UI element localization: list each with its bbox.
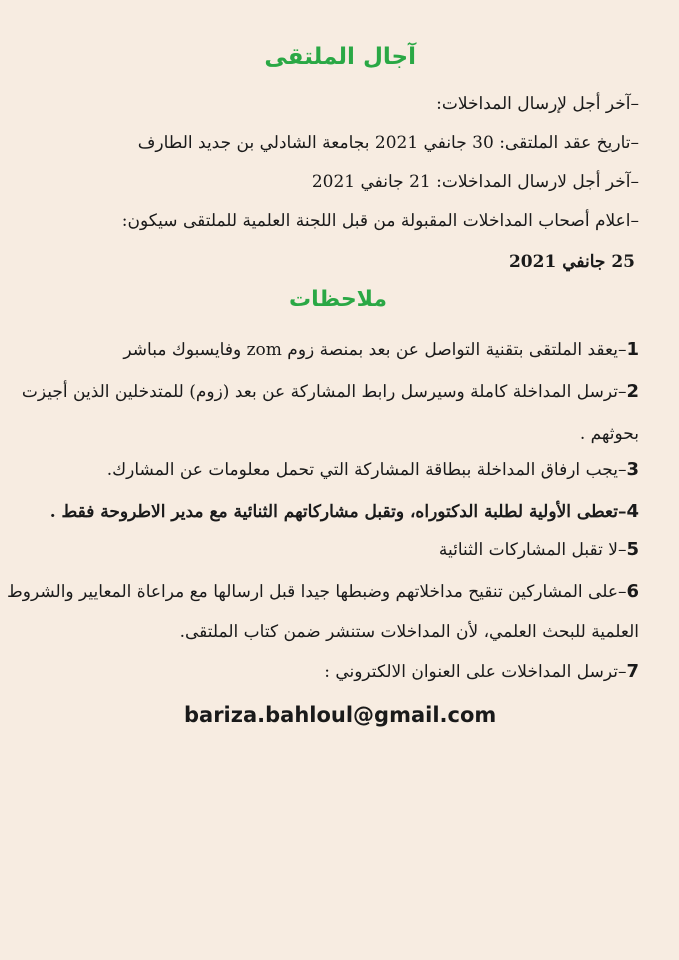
note-number: 6 bbox=[626, 581, 639, 602]
note-item-6 bbox=[7, 580, 639, 604]
note-text: –ترسل المداخلات على العنوان الالكتروني : bbox=[324, 662, 627, 682]
note-number: 5 bbox=[626, 539, 639, 560]
note-item-3 bbox=[107, 458, 639, 482]
deadline-item-submission: –آخر أجل لإرسال المداخلات: bbox=[436, 94, 639, 114]
note-text: –تعطى الأولية لطلبة الدكتوراه، وتقبل مشاركاتهم الثنائية مع مدير الاطروحة فقط . bbox=[49, 502, 627, 522]
note-item-2-continuation: بحوثهم . bbox=[579, 424, 639, 444]
contact-email[interactable]: bariza.bahloul@gmail.com bbox=[184, 703, 497, 727]
note-text: –ترسل المداخلة كاملة وسيرسل رابط المشاركة عن بعد (زوم) للمتدخلين الذين أجيزت bbox=[21, 382, 627, 402]
note-number: 2 bbox=[626, 381, 639, 402]
notes-title: ملاحظات bbox=[289, 287, 387, 312]
note-number: 4 bbox=[626, 501, 639, 522]
deadline-item-submission-date: –آخر أجل لارسال المداخلات: 21 جانفي 2021 bbox=[311, 172, 639, 192]
note-item-5 bbox=[439, 538, 639, 562]
note-item-7 bbox=[324, 660, 639, 684]
note-text: –يجب ارفاق المداخلة ببطاقة المشاركة التي تحمل معلومات عن المشارك. bbox=[106, 460, 627, 480]
note-item-1 bbox=[123, 338, 639, 362]
deadline-item-acceptance-date: 25 جانفي 2021 bbox=[508, 252, 635, 272]
page-title: آجال الملتقى bbox=[264, 44, 416, 70]
note-item-2 bbox=[22, 380, 639, 404]
note-text: –على المشاركين تنقيح مداخلاتهم وضبطها جيدا قبل ارسالها مع مراعاة المعايير والشروط bbox=[7, 582, 627, 602]
note-text: –يعقد الملتقى بتقنية التواصل عن بعد بمنصة زوم zom وفايسبوك مباشر bbox=[123, 340, 627, 360]
note-text: –لا تقبل المشاركات الثنائية bbox=[438, 540, 627, 560]
deadline-item-conference-date: –تاريخ عقد الملتقى: 30 جانفي 2021 بجامعة الشادلي بن جديد الطارف bbox=[137, 133, 639, 153]
note-number: 3 bbox=[626, 459, 639, 480]
deadline-item-acceptance: –اعلام أصحاب المداخلات المقبولة من قبل اللجنة العلمية للملتقى سيكون: bbox=[121, 211, 639, 231]
note-number: 7 bbox=[626, 661, 639, 682]
note-item-4 bbox=[50, 500, 639, 524]
note-number: 1 bbox=[626, 339, 639, 360]
note-item-6-continuation: العلمية للبحث العلمي، لأن المداخلات ستنشر ضمن كتاب الملتقى. bbox=[179, 622, 639, 642]
